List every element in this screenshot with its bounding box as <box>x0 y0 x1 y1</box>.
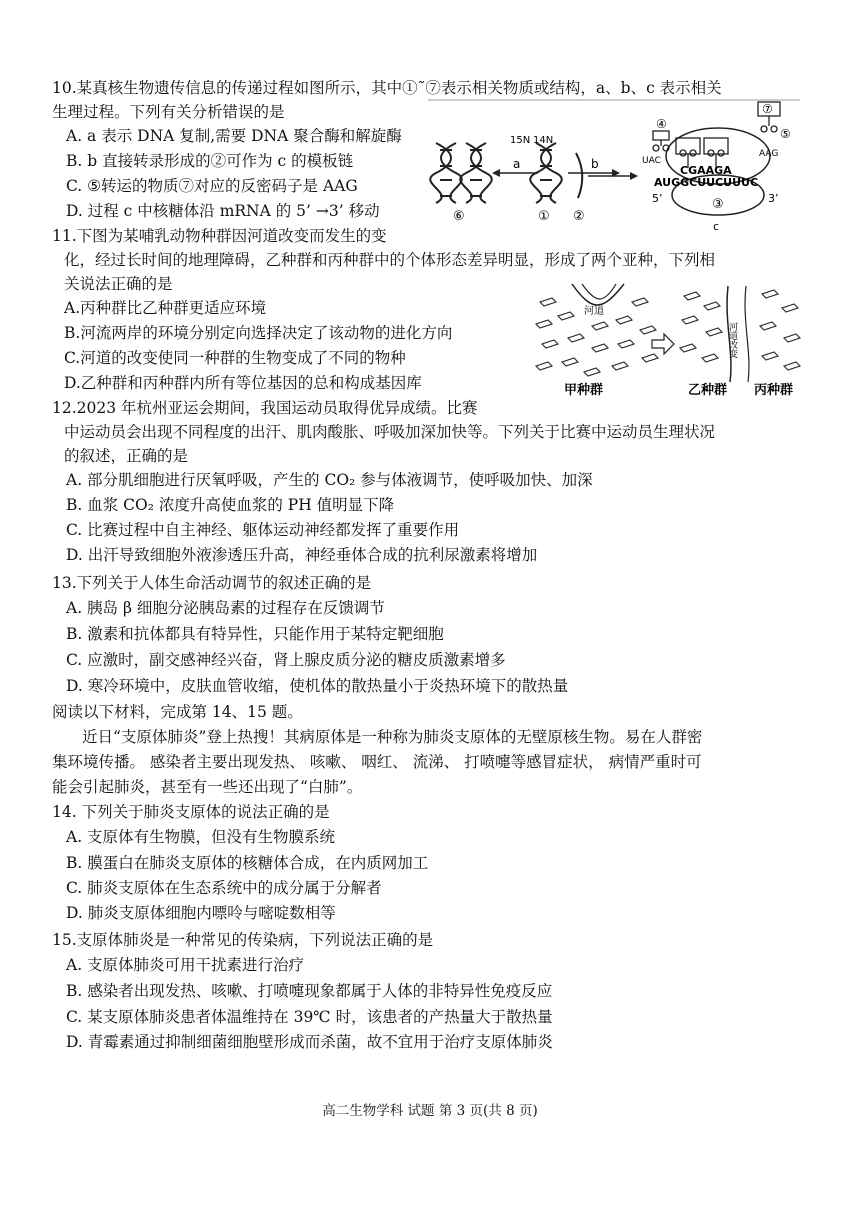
q15-stem: 15.支原体肺炎是一种常见的传染病，下列说法正确的是 <box>52 931 434 949</box>
label-uac: UAC <box>642 156 661 166</box>
q12-option-c: C. 比赛过程中自主神经、躯体运动神经都发挥了重要作用 <box>66 521 460 539</box>
q13-option-d: D. 寒冷环境中，皮肤血管收缩，使机体的散热量小于炎热环境下的散热量 <box>66 677 569 695</box>
mrna-strand-2 <box>576 153 582 198</box>
q14-option-b: B. 膜蛋白在肺炎支原体的核糖体合成，在内质网加工 <box>66 854 429 872</box>
q14-stem: 14. 下列关于肺炎支原体的说法正确的是 <box>52 803 330 821</box>
q13-option-c: C. 应激时，副交感神经兴奋，肾上腺皮质分泌的糖皮质激素增多 <box>66 651 506 669</box>
q15-option-a: A. 支原体肺炎可用干扰素进行治疗 <box>66 956 305 974</box>
label-1: ① <box>538 209 550 224</box>
q11-option-b: B.河流两岸的环境分别定向选择决定了该动物的进化方向 <box>64 324 453 342</box>
label-15n: 15N <box>510 135 531 146</box>
q11-stem-line2: 化，经过长时间的地理障碍，乙种群和丙种群中的个体形态差异明显，形成了两个亚种，下列相 <box>64 251 716 269</box>
q14-option-a: A. 支原体有生物膜，但没有生物膜系统 <box>66 828 336 846</box>
label-bing: 丙种群 <box>754 383 794 398</box>
q12-stem-line1: 12.2023 年杭州亚运会期间，我国运动员取得优异成绩。比赛 <box>52 399 478 417</box>
q11-stem-line1: 11.下图为某哺乳动物种群因河道改变而发生的变 <box>52 227 387 245</box>
q10-stem-line1: 10.某真核生物遗传信息的传递过程如图所示，其中①˜⑦表示相关物质或结构，a、b、c 表示相关 <box>52 79 722 97</box>
q10-figure <box>428 98 800 232</box>
label-14n: 14N <box>533 135 554 146</box>
q11-option-a: A.丙种群比乙种群更适应环境 <box>64 299 267 317</box>
q10-option-d: D. 过程 c 中核糖体沿 mRNA 的 5’ →3’ 移动 <box>66 202 380 220</box>
q12-option-b: B. 血浆 CO₂ 浓度升高使血浆的 PH 值明显下降 <box>66 496 395 514</box>
q11-figure <box>532 282 804 400</box>
label-3prime: 3’ <box>768 192 779 205</box>
reading-p1: 近日“支原体肺炎”登上热搜！其病原体是一种称为肺炎支原体的无壁原核生物。易在人群密 <box>82 728 703 746</box>
reading-intro: 阅读以下材料，完成第 14、15 题。 <box>52 703 303 721</box>
q10-stem-line2: 生理过程。下列有关分析错误的是 <box>52 103 285 121</box>
label-jia: 甲种群 <box>564 383 604 398</box>
q13-stem: 13.下列关于人体生命活动调节的叙述正确的是 <box>52 574 372 592</box>
animals-yi-bing <box>680 290 800 370</box>
label-7: ⑦ <box>762 102 773 116</box>
seq-codon-top: CGAAGA <box>680 164 732 177</box>
q11-option-d: D.乙种群和丙种群内所有等位基因的总和构成基因库 <box>64 374 422 392</box>
q15-option-b: B. 感染者出现发热、咳嗽、打喷嚏现象都属于人体的非特异性免疫反应 <box>66 982 553 1000</box>
river-label-2: 河道改变 <box>727 322 737 358</box>
label-4: ④ <box>656 117 667 131</box>
label-3: ③ <box>712 197 724 212</box>
q10-option-b: B. b 直接转录形成的②可作为 c 的模板链 <box>66 152 354 170</box>
q14-option-c: C. 肺炎支原体在生态系统中的成分属于分解者 <box>66 879 382 897</box>
q12-option-a: A. 部分肌细胞进行厌氧呼吸，产生的 CO₂ 参与体液调节，使呼吸加快、加深 <box>66 471 593 489</box>
label-5: ⑤ <box>780 127 791 141</box>
label-aag: AAG <box>759 149 779 159</box>
label-2: ② <box>573 209 585 224</box>
q13-option-a: A. 胰岛 β 细胞分泌胰岛素的过程存在反馈调节 <box>66 599 385 617</box>
q11-stem-line3: 关说法正确的是 <box>64 275 173 293</box>
reading-p3: 能会引起肺炎，甚至有一些还出现了“白肺”。 <box>52 778 363 796</box>
river-label-1: 河道 <box>584 306 604 317</box>
q10-option-c: C. ⑤转运的物质⑦对应的反密码子是 AAG <box>66 177 358 195</box>
page-footer: 高二生物学科 试题 第 3 页(共 8 页) <box>322 1103 538 1119</box>
reading-p2: 集环境传播。 感染者主要出现发热、 咳嗽、 咽红、 流涕、 打喷嚏等感冒症状， 病情严重时可 <box>52 753 702 771</box>
q13-option-b: B. 激素和抗体都具有特异性，只能作用于某特定靶细胞 <box>66 625 444 643</box>
q14-option-d: D. 肺炎支原体细胞内嘌呤与嘧啶数相等 <box>66 904 336 922</box>
q12-stem-line3: 的叙述，正确的是 <box>64 447 189 465</box>
seq-mrna: AUGGCUUCUUUC <box>654 176 759 189</box>
q11-option-c: C.河道的改变使同一种群的生物变成了不同的物种 <box>64 349 406 367</box>
q12-option-d: D. 出汗导致细胞外液渗透压升高，神经垂体合成的抗利尿激素将增加 <box>66 546 538 564</box>
q10-option-a: A. a 表示 DNA 复制,需要 DNA 聚合酶和解旋酶 <box>66 127 402 145</box>
q15-option-d: D. 青霉素通过抑制细菌细胞壁形成而杀菌，故不宜用于治疗支原体肺炎 <box>66 1033 553 1051</box>
label-yi: 乙种群 <box>688 383 728 398</box>
label-a: a <box>513 157 521 171</box>
q12-stem-line2: 中运动员会出现不同程度的出汗、肌肉酸胀、呼吸加深加快等。下列关于比赛中运动员生理状况 <box>64 423 716 441</box>
dna-helix-1 <box>530 143 562 203</box>
q15-option-c: C. 某支原体肺炎患者体温维持在 39℃ 时，该患者的产热量大于散热量 <box>66 1008 553 1026</box>
label-c: c <box>713 220 720 232</box>
label-6: ⑥ <box>453 209 465 224</box>
label-5prime: 5’ <box>652 192 663 205</box>
dna-helix-6 <box>430 143 492 203</box>
label-b: b <box>591 157 599 171</box>
